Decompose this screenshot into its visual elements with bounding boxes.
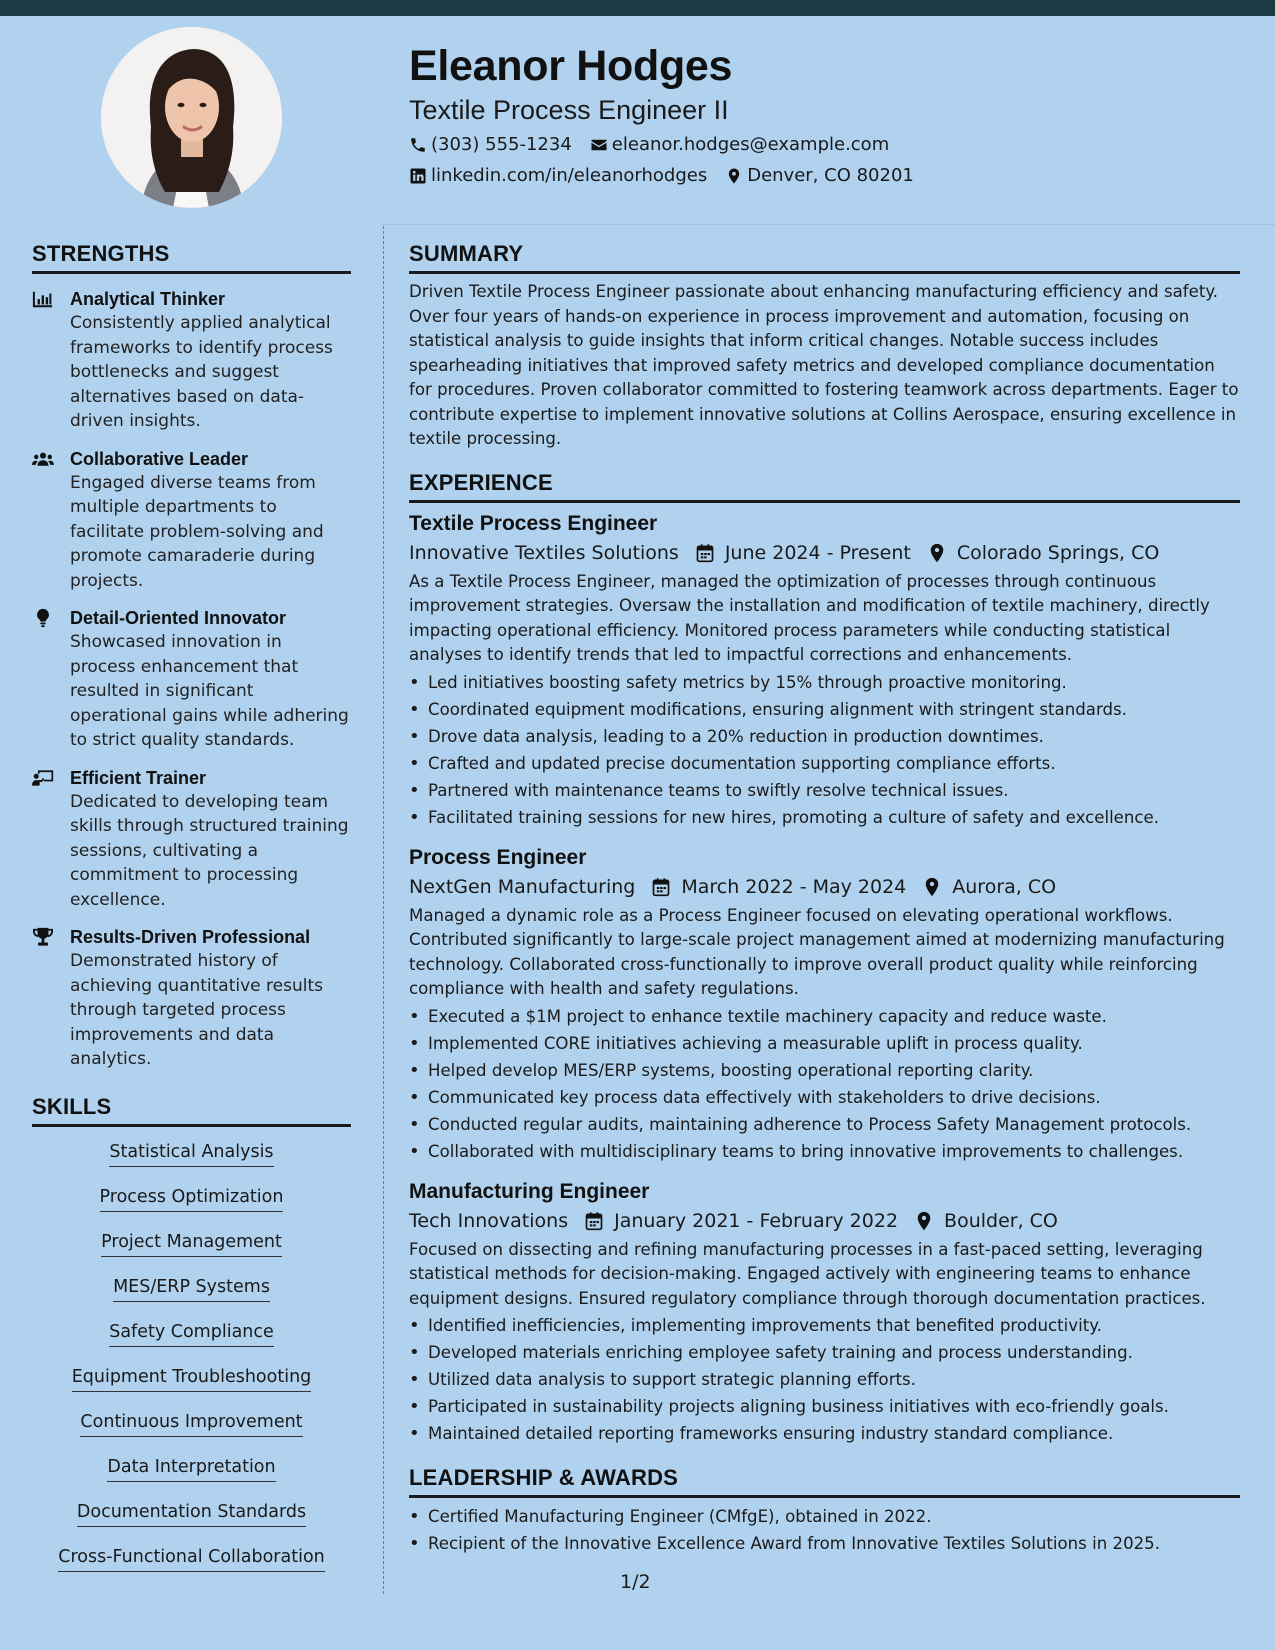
awards-list — [409, 1503, 1240, 1557]
list-item: • Collaborated with multidisciplinary teams to bring innovative improvements to challenges. — [409, 1138, 1240, 1165]
strength-title: Detail-Oriented Innovator — [70, 608, 287, 628]
skill-item — [32, 1321, 351, 1366]
awards-heading: LEADERSHIP & AWARDS — [409, 1465, 1240, 1498]
job-description: Managed a dynamic role as a Process Engineer focused on elevating operational workflows. Contributed significantly to large-scale project management aimed at modernizing manufacturing technology. Collaborated cross-functionally to improve overall product quality while reinforcing compliance with health and safety regulations. — [409, 905, 1225, 998]
job-description: Focused on dissecting and refining manufacturing processes in a fast-paced setting, leveraging statistical methods for decision-making. Engaged actively with engineering teams to enhance equipment designs. Ensured regulatory compliance through thorough documentation practices. — [409, 1239, 1206, 1308]
list-item: • Coordinated equipment modifications, ensuring alignment with stringent standards. — [409, 696, 1240, 723]
profile-photo — [101, 27, 282, 208]
strength-description: Engaged diverse teams from multiple departments to facilitate problem-solving and promote camaraderie during projects. — [70, 472, 324, 591]
list-item: • Crafted and updated precise documentation supporting compliance efforts. — [409, 750, 1240, 777]
calendar-icon — [584, 1211, 604, 1231]
strength-description: Showcased innovation in process enhancement that resulted in significant operational gains while adhering to strict quality standards. — [70, 632, 349, 750]
company-label: Innovative Textiles Solutions — [409, 541, 679, 564]
list-item: • Facilitated training sessions for new hires, promoting a culture of safety and excellence. — [409, 804, 1240, 831]
left-column — [32, 241, 351, 1591]
skill-item — [32, 1186, 351, 1231]
header-divider — [380, 224, 1275, 225]
job-title: Manufacturing Engineer — [409, 1179, 650, 1203]
experience-heading: EXPERIENCE — [409, 470, 1240, 503]
job-location — [927, 542, 1160, 564]
skill-item — [32, 1501, 351, 1546]
calendar-icon — [695, 543, 715, 563]
company-label: Tech Innovations — [409, 1209, 569, 1232]
job-description: As a Textile Process Engineer, managed the optimization of processes through continuous improvement strategies. Oversaw the installation and modification of textile machinery, directly impacting operational efficiency. Monitored process parameters while conducting statistical analyses to identify trends that led to impactful corrections and enhancements. — [409, 571, 1210, 664]
chalkboard-teacher-icon — [32, 766, 70, 913]
list-item: • Maintained detailed reporting frameworks ensuring industry standard compliance. — [409, 1420, 1240, 1447]
dates-label: June 2024 - Present — [724, 541, 911, 564]
map-marker-icon — [914, 1211, 934, 1231]
company-name — [409, 542, 679, 564]
experience-entry — [409, 845, 1240, 1165]
job-meta — [409, 1210, 1240, 1232]
location-text: Denver, CO 80201 — [747, 165, 914, 186]
job-location — [914, 1210, 1058, 1232]
list-item: • Developed materials enriching employee safety training and process understanding. — [409, 1339, 1240, 1366]
strength-description: Demonstrated history of achieving quantitative results through targeted process improvements and data analytics. — [70, 951, 323, 1069]
strength-item — [32, 287, 351, 434]
contact-row-1 — [409, 134, 907, 155]
phone-icon — [409, 136, 427, 154]
skill-item — [32, 1456, 351, 1501]
list-item: • Led initiatives boosting safety metrics by 15% through proactive monitoring. — [409, 669, 1240, 696]
list-item: • Partnered with maintenance teams to swiftly resolve technical issues. — [409, 777, 1240, 804]
profile-photo-image — [101, 27, 282, 208]
location-label: Boulder, CO — [944, 1209, 1058, 1232]
job-dates — [651, 876, 906, 898]
right-column — [409, 241, 1240, 1557]
list-item: • Certified Manufacturing Engineer (CMfgE), obtained in 2022. — [409, 1503, 1240, 1530]
skill-label: MES/ERP Systems — [113, 1276, 270, 1302]
linkedin-icon — [409, 167, 427, 185]
job-title: Process Engineer — [409, 845, 587, 869]
trophy-icon — [32, 925, 70, 1072]
location-label: Colorado Springs, CO — [956, 541, 1160, 564]
users-icon — [32, 447, 70, 594]
location-label: Aurora, CO — [952, 875, 1057, 898]
chart-bar-icon — [32, 287, 70, 434]
list-item: • Executed a $1M project to enhance textile machinery capacity and reduce waste. — [409, 1003, 1240, 1030]
job-dates — [695, 542, 911, 564]
strength-item — [32, 766, 351, 913]
experience-entry — [409, 1179, 1240, 1448]
list-item: • Utilized data analysis to support strategic planning efforts. — [409, 1366, 1240, 1393]
list-item: • Participated in sustainability projects aligning business initiatives with eco-friendly goals. — [409, 1393, 1240, 1420]
skill-item — [32, 1366, 351, 1411]
job-bullets — [409, 669, 1240, 831]
skill-item — [32, 1141, 351, 1186]
company-name — [409, 1210, 568, 1232]
list-item: • Helped develop MES/ERP systems, boosting operational reporting clarity. — [409, 1057, 1240, 1084]
strength-description: Dedicated to developing team skills through structured training sessions, cultivating a commitment to processing excellence. — [70, 791, 349, 910]
dates-label: January 2021 - February 2022 — [614, 1209, 899, 1232]
summary-text: Driven Textile Process Engineer passionate about enhancing manufacturing efficiency and safety. Over four years of hands-on experience in process improvement and automation, focusing on statistical analysis to guide insights that inform critical changes. Notable success includes spearheading initiatives that improved safety metrics and developed compliance documentation for procedures. Proven collaborator committed to fostering teamwork across departments. Eager to contribute expertise to implement innovative solutions at Collins Aerospace, ensuring excellence in textile processing. — [409, 282, 1239, 448]
job-meta — [409, 876, 1240, 898]
strength-title: Analytical Thinker — [70, 289, 226, 309]
skill-item — [32, 1411, 351, 1456]
skill-item — [32, 1231, 351, 1276]
location-contact — [725, 165, 914, 186]
skills-list — [32, 1141, 351, 1591]
strength-description: Consistently applied analytical frameworks to identify process bottlenecks and suggest alternatives based on data-driven insights. — [70, 313, 333, 431]
phone-contact — [409, 134, 572, 155]
email-contact — [590, 134, 889, 155]
strength-title: Efficient Trainer — [70, 767, 207, 788]
list-item: • Communicated key process data effectively with stakeholders to drive decisions. — [409, 1084, 1240, 1111]
strengths-heading: STRENGTHS — [32, 241, 351, 274]
page-number: 1/2 — [620, 1571, 651, 1593]
skill-item — [32, 1276, 351, 1321]
linkedin-contact — [409, 165, 707, 186]
lightbulb-icon — [32, 606, 70, 753]
list-item: • Conducted regular audits, maintaining adherence to Process Safety Management protocols. — [409, 1111, 1240, 1138]
strength-item — [32, 606, 351, 753]
candidate-name: Eleanor Hodges — [409, 42, 733, 90]
skill-label: Safety Compliance — [109, 1321, 274, 1347]
skill-label: Documentation Standards — [77, 1501, 306, 1527]
skill-label: Data Interpretation — [107, 1456, 275, 1482]
envelope-icon — [590, 136, 608, 154]
phone-text[interactable]: (303) 555-1234 — [431, 134, 572, 155]
map-marker-icon — [927, 543, 947, 563]
dates-label: March 2022 - May 2024 — [681, 875, 907, 898]
job-dates — [584, 1210, 898, 1232]
job-location — [922, 876, 1056, 898]
linkedin-link[interactable]: linkedin.com/in/eleanorhodges — [431, 165, 708, 186]
list-item: • Drove data analysis, leading to a 20% reduction in production downtimes. — [409, 723, 1240, 750]
list-item: • Implemented CORE initiatives achieving a measurable uplift in process quality. — [409, 1030, 1240, 1057]
contact-row-2 — [409, 165, 932, 186]
map-marker-icon — [922, 877, 942, 897]
strength-item — [32, 925, 351, 1072]
list-item: • Recipient of the Innovative Excellence Award from Innovative Textiles Solutions in 2025. — [409, 1530, 1240, 1557]
skill-item — [32, 1546, 351, 1591]
skill-label: Equipment Troubleshooting — [72, 1366, 312, 1392]
map-marker-icon — [725, 167, 743, 185]
company-label: NextGen Manufacturing — [409, 875, 636, 898]
skill-label: Process Optimization — [100, 1186, 284, 1212]
top-accent-bar — [0, 0, 1275, 16]
email-link[interactable]: eleanor.hodges@example.com — [611, 134, 890, 155]
strength-title: Results-Driven Professional — [70, 927, 311, 947]
skill-label: Continuous Improvement — [80, 1411, 302, 1437]
skill-label: Cross-Functional Collaboration — [58, 1546, 325, 1572]
job-bullets — [409, 1312, 1240, 1447]
list-item: • Identified inefficiencies, implementing improvements that benefited productivity. — [409, 1312, 1240, 1339]
skills-heading: SKILLS — [32, 1094, 351, 1127]
skill-label: Statistical Analysis — [109, 1141, 273, 1167]
experience-entry — [409, 511, 1240, 831]
calendar-icon — [651, 877, 671, 897]
column-divider — [383, 226, 384, 1594]
strength-title: Collaborative Leader — [70, 448, 249, 469]
strength-item — [32, 447, 351, 594]
job-bullets — [409, 1003, 1240, 1165]
skill-label: Project Management — [101, 1231, 282, 1257]
job-meta — [409, 542, 1240, 564]
company-name — [409, 876, 635, 898]
candidate-title: Textile Process Engineer II — [409, 95, 729, 125]
job-title: Textile Process Engineer — [409, 511, 658, 535]
summary-heading: SUMMARY — [409, 241, 1240, 274]
